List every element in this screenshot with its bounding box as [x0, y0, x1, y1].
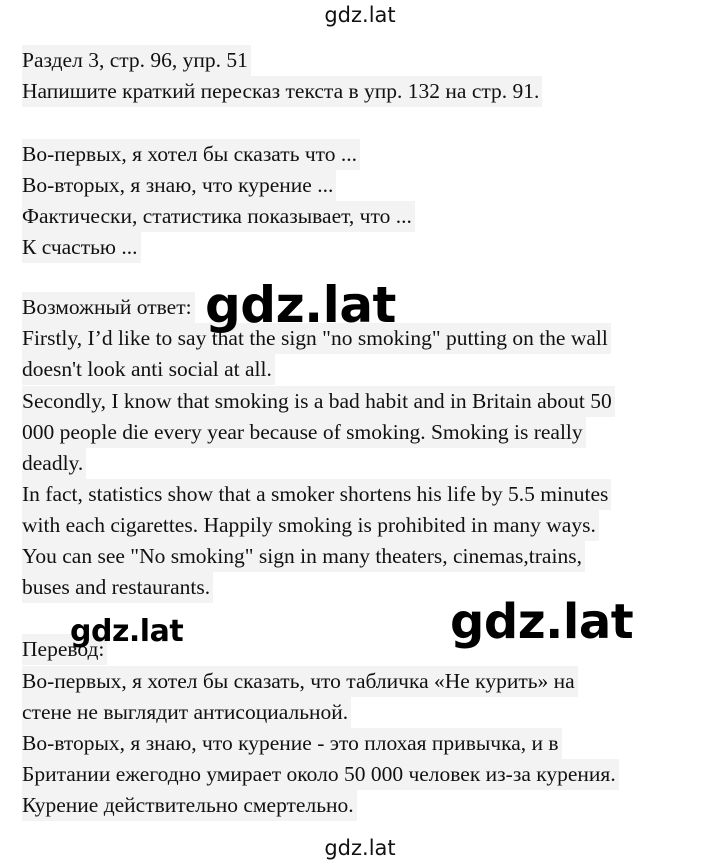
site-header-watermark: gdz.lat	[324, 3, 396, 27]
answer-line: buses and restaurants.	[22, 572, 213, 603]
answer-line: 000 people die every year because of smoking. Smoking is really	[22, 417, 586, 448]
answer-line: In fact, statistics show that a smoker shortens his life by 5.5 minutes	[22, 479, 611, 510]
answer-heading: Возможный ответ:	[22, 292, 195, 323]
answer-line: with each cigarettes. Happily smoking is prohibited in many ways.	[22, 510, 599, 541]
prompt-line: К счастью ...	[22, 232, 141, 263]
prompt-line: Во-первых, я хотел бы сказать что ...	[22, 139, 360, 170]
answer-line: Secondly, I know that smoking is a bad habit and in Britain about 50	[22, 386, 615, 417]
answer-line: Firstly, I’d like to say that the sign "no smoking" putting on the wall	[22, 323, 611, 354]
translation-line: стене не выглядит антисоциальной.	[22, 697, 351, 728]
answer-line: doesn't look anti social at all.	[22, 354, 275, 385]
translation-line: Во-первых, я хотел бы сказать, что табличка «Не курить» на	[22, 666, 578, 697]
translation-line: Во-вторых, я знаю, что курение - это плохая привычка, и в	[22, 728, 562, 759]
watermark-logo: gdz.lat	[70, 614, 184, 649]
translation-heading: Перевод:	[22, 634, 107, 665]
watermark-logo: gdz.lat	[205, 276, 396, 334]
translation-line: Британии ежегодно умирает около 50 000 человек из-за курения.	[22, 759, 619, 790]
answer-line: You can see "No smoking" sign in many theaters, cinemas,trains,	[22, 541, 585, 572]
prompt-line: Фактически, статистика показывает, что ...	[22, 201, 415, 232]
answer-line: deadly.	[22, 448, 86, 479]
translation-line: Курение действительно смертельно.	[22, 790, 357, 821]
site-footer-watermark: gdz.lat	[324, 836, 396, 860]
task-statement: Напишите краткий пересказ текста в упр. 132 на стр. 91.	[22, 76, 542, 107]
prompt-line: Во-вторых, я знаю, что курение ...	[22, 170, 336, 201]
watermark-logo: gdz.lat	[450, 594, 634, 650]
section-reference: Раздел 3, стр. 96, упр. 51	[22, 45, 251, 76]
